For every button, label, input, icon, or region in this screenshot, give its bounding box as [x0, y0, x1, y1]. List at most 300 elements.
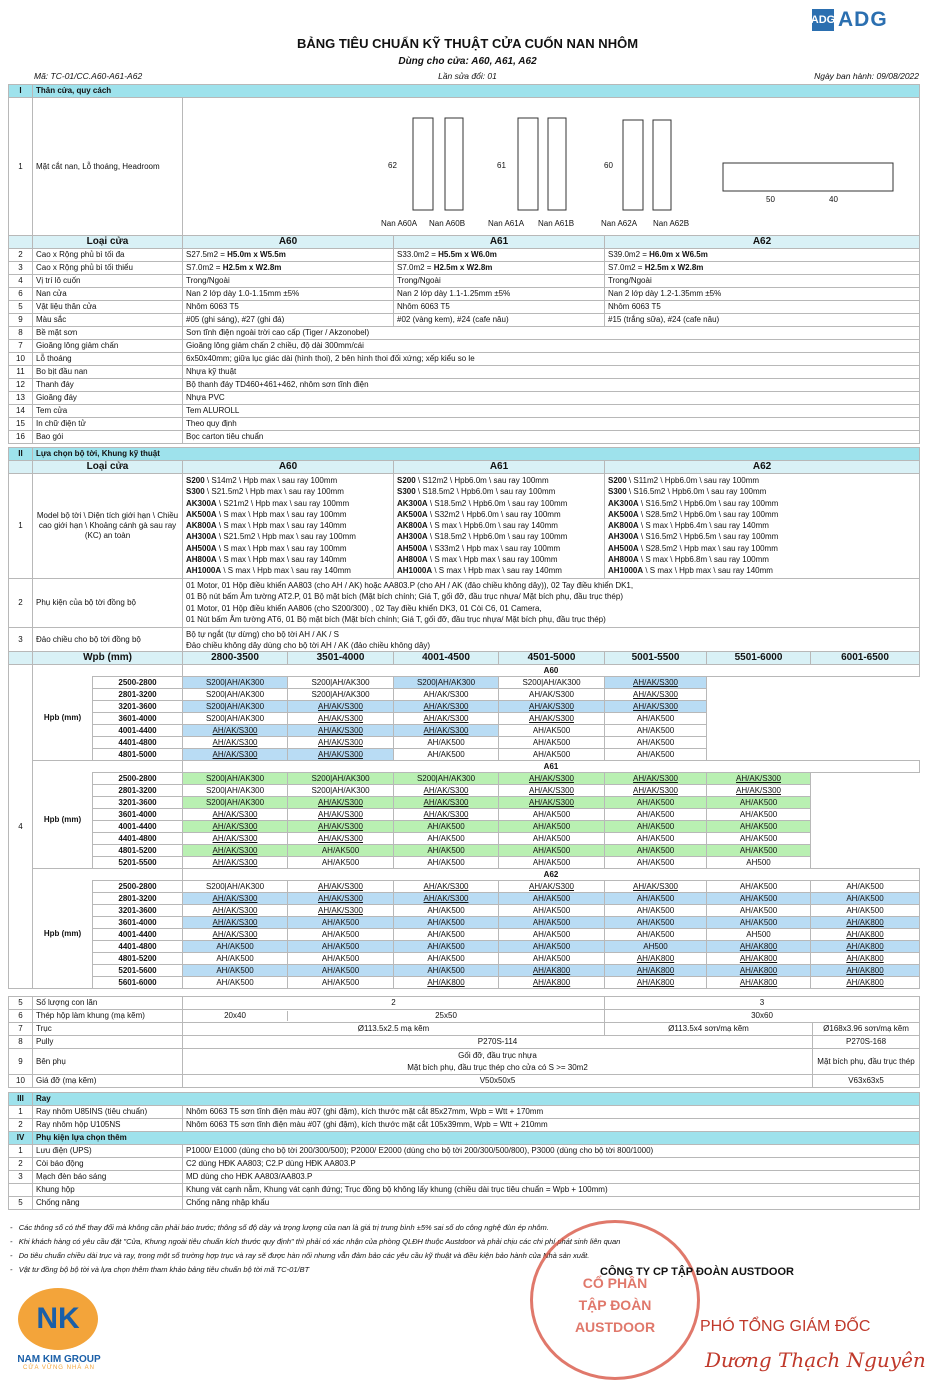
grid-cell: AH/AK/S300 [394, 725, 499, 737]
spec-value: S7.0m2 = H2.5m x W2.8m [605, 262, 920, 275]
grid-cell: AH/AK500 [288, 965, 394, 977]
hpb-range: 4801-5200 [93, 845, 183, 857]
profile-drawings-svg [183, 98, 918, 232]
grid-cell: AH/AK/S300 [499, 785, 605, 797]
grid-cell: AH/AK800 [605, 953, 707, 965]
adg-logo [812, 8, 888, 32]
spec-row: 15 In chữ điện tử Theo quy định [9, 418, 920, 431]
spec-row: 8 Bề mặt sơn Sơn tĩnh điện ngoài trời cao cấp (Tiger / Akzonobel) [9, 327, 920, 340]
winch-item: AH300A \ S16.5m2 \ Hpb6.5m \ sau ray 100mm [608, 532, 779, 542]
grid-row [9, 977, 920, 989]
grid-cell: AH/AK/S300 [183, 833, 288, 845]
grid-cell: AH/AK500 [811, 893, 920, 905]
winch-item: AK800A \ S max \ Hpb6.0m \ sau ray 140mm [397, 521, 558, 531]
grid-cell: AH/AK500 [394, 953, 499, 965]
grid-cell: AH/AK500 [394, 917, 499, 929]
spec-value: Nhựa PVC [183, 392, 920, 405]
section-1-table: I Thân cửa, quy cách 1 Mặt cắt nan, Lỗ thoáng, Headroom 62 61 60 50 40 Nan A60A Nan A60B Nan A61A Nan A61B Nan A62A Nan A62B Loại cửa A60 A61 A62 2 Cao x Rộng phủ bì tối đa S27.5m2 = H5.0m x W5.5m S33.0m2 = H5.5m x W6.0m S39.0m2 = H6.0m x W6.5m 3 Cao x Rộng phủ bì tối thiểu S7.0m2 = H2.5m x W2.8m S7.0m2 = H2.5m x W2.8m S7.0m2 = H2.5m x W2.8m 4 Vị trí lô cuốn Trong/Ngoài Trong/Ngoài Trong/Ngoài 6 Nan cửa Nan 2 lớp dày 1.0-1.15mm ±5% Nan 2 lớp dày 1.1-1.25mm ±5% Nan 2 lớp dày 1.2-1.35mm ±5% 5 Vật liệu thân cửa Nhôm 6063 T5 Nhôm 6063 T5 Nhôm 6063 T5 9 Màu sắc #05 (ghi sáng), #27 (ghi đá) #02 (vàng kem), #24 (cafe nâu) #15 (trắng sữa), #24 (cafe nâu) 8 Bề mặt sơn Sơn tĩnh điện ngoài trời cao cấp (Tiger / Akzonobel) 7 Gioăng lông giảm chấn Gioăng lông giảm chấn 2 chiều, độ dài 300mm/cái 10 Lỗ thoáng 6x50x40mm; giữa lục giác dài (hình thoi), 2 bên hình thoi đối xứng; xếp kiểu so le 11 Bo bịt đầu nan Nhựa kỹ thuật 12 Thanh đáy Bộ thanh đáy TD460+461+462, nhôm sơn tĩnh điện 13 Gioăng đáy Nhựa PVC 14 Tem cửa Tem ALUROLL 15 In chữ điện tử Theo quy định 16 Bao gói Bọc carton tiêu chuẩn [8, 84, 920, 444]
spec-value: S33.0m2 = H5.5m x W6.0m [394, 249, 605, 262]
row-label: Cao x Rộng phủ bì tối thiểu [33, 262, 183, 275]
profile-drawings [183, 98, 920, 236]
spec-row: 6 Nan cửa Nan 2 lớp dày 1.0-1.15mm ±5% Nan 2 lớp dày 1.1-1.25mm ±5% Nan 2 lớp dày 1.2-1.35mm ±5% [9, 288, 920, 301]
grid-cell: AH/AK500 [288, 941, 394, 953]
col-header: Loại cửa [33, 236, 183, 249]
winch-item: AK300A \ S21m2 \ Hpb max \ sau ray 100mm [186, 498, 350, 508]
col-header: Loại cửa [33, 461, 183, 474]
hpb-range: 5601-6000 [93, 977, 183, 989]
spec-value: MD dùng cho HĐK AA803/AA803.P [183, 1171, 920, 1184]
page-title: BẢNG TIÊU CHUẨN KỸ THUẬT CỬA CUỐN NAN NHÔM [296, 36, 639, 51]
section-3-4-table: III Ray 1 Ray nhôm U85INS (tiêu chuẩn) Nhôm 6063 T5 sơn tĩnh điện màu #07 (ghi đậm), kích thước mặt cắt 85x27mm, Wpb = Wtt + 170mm 2 Ray nhôm hộp U105NS Nhôm 6063 T5 sơn tĩnh điện màu #07 (ghi đậm), kích thước mặt cắt 105x39mm, Wpb = Wtt + 210mm IV Phụ kiện lựa chọn thêm 1 Lưu điện (UPS) P1000/ E1000 (dùng cho bộ tời 200/300/500); P2000/ E2000 (dùng cho bộ tời 200/300/500/800), P3000 (dùng cho bộ tời 800/1000) 2 Còi báo động C2 dùng HĐK AA803; C2.P dùng HĐK AA803.P 3 Mạch đèn báo sáng MD dùng cho HĐK AA803/AA803.P Khung hộp Khung vát cạnh nẫm, Khung vát cạnh đứng; Trục đồng bộ không lấy khung (chiều dài trục tiêu chuẩn = Wpb + 100mm) 5 Chống nâng Chống nâng nhập khẩu [8, 1092, 920, 1210]
hpb-range: 2801-3200 [93, 893, 183, 905]
grid-cell: S200|AH/AK300 [288, 785, 394, 797]
hpb-range: 2500-2800 [93, 677, 183, 689]
spec-value: Bộ thanh đáy TD460+461+462, nhôm sơn tĩnh điện [183, 379, 920, 392]
model-header: A61 [394, 461, 605, 474]
grid-cell: AH/AK500 [811, 905, 920, 917]
nk-tagline: CỬA VỮNG NHÀ AN [23, 1365, 95, 1371]
winch-item: AH800A \ S max \ Hpb max \ sau ray 100mm [397, 555, 558, 565]
grid-cell: AH/AK500 [394, 821, 499, 833]
grid-row: Hpb (mm) 2500-2800 S200|AH/AK300 S200|AH/AK300 S200|AH/AK300 S200|AH/AK300 AH/AK/S300 [9, 677, 920, 689]
spec-value: Nan 2 lớp dày 1.1-1.25mm ±5% [394, 288, 605, 301]
grid-cell: AH/AK500 [394, 929, 499, 941]
winch-item: S200 \ S12m2 \ Hpb6.0m \ sau ray 100mm [397, 476, 549, 485]
adg-logo-text: ADG [838, 8, 888, 31]
grid-cell: AH/AK500 [707, 821, 811, 833]
wpb-range: 4001-4500 [394, 652, 499, 665]
grid-cell: AH/AK800 [605, 965, 707, 977]
grid-cell: AH/AK800 [605, 977, 707, 989]
grid-cell: AH/AK500 [394, 941, 499, 953]
spec-value: Sơn tĩnh điện ngoài trời cao cấp (Tiger / Akzonobel) [183, 327, 920, 340]
frame-table: 5 Số lượng con lăn 2 3 6 Thép hộp làm khung (mạ kẽm) 20x40 25x50 30x60 7 Trục Ø113.5x2.5 mạ kẽm Ø113.5x4 sơn/mạ kẽm Ø168x3.96 sơn/mạ kẽm 8 Pully P270S-114 P270S-168 9 Bên phụ Gối đỡ, đầu trục nhựa Mặt bích phụ, đầu trục thép cho cửa có S >= 30m2 Mặt bích phụ, đầu trục thép 10 Giá đỡ (mạ kẽm) V50x50x5 V63x63x5 [8, 996, 920, 1088]
grid-row [9, 749, 920, 761]
row-label: Bên phụ [33, 1049, 183, 1075]
grid-cell: AH/AK500 [707, 809, 811, 821]
section-num: I [9, 85, 33, 98]
grid-cell: AH/AK/S300 [605, 785, 707, 797]
spec-value: #15 (trắng sữa), #24 (cafe nâu) [605, 314, 920, 327]
row-label: Thép hộp làm khung (mạ kẽm) [33, 1010, 183, 1023]
grid-cell: AH/AK500 [499, 905, 605, 917]
hpb-range: 3601-4000 [93, 917, 183, 929]
grid-cell: AH/AK500 [394, 965, 499, 977]
spec-value: Nhựa kỹ thuật [183, 366, 920, 379]
winch-item: S300 \ S21.5m2 \ Hpb max \ sau ray 100mm [186, 487, 344, 497]
grid-cell: AH500 [605, 941, 707, 953]
wpb-label: Wpb (mm) [33, 652, 183, 665]
row-label: Gioăng đáy [33, 392, 183, 405]
grid-cell: AH/AK500 [183, 941, 288, 953]
section-title: Thân cửa, quy cách [33, 85, 920, 98]
grid-cell: AH/AK500 [707, 917, 811, 929]
grid-cell: AH/AK800 [499, 965, 605, 977]
row-label: In chữ điện tử [33, 418, 183, 431]
spec-row: 9 Màu sắc #05 (ghi sáng), #27 (ghi đá) #02 (vàng kem), #24 (cafe nâu) #15 (trắng sữa), #24 (cafe nâu) [9, 314, 920, 327]
grid-cell: AH/AK/S300 [394, 893, 499, 905]
winch-item: AK500A \ S32m2 \ Hpb6.0m \ sau ray 100mm [397, 509, 561, 519]
grid-cell: AH/AK500 [707, 905, 811, 917]
winch-item: S300 \ S18.5m2 \ Hpb6.0m \ sau ray 100mm [397, 487, 556, 497]
grid-cell: AH/AK/S300 [288, 893, 394, 905]
grid-row: Hpb (mm) 2500-2800 S200|AH/AK300 S200|AH/AK300 S200|AH/AK300 AH/AK/S300 AH/AK/S300 AH/AK/S300 [9, 773, 920, 785]
hpb-range: 5201-5500 [93, 857, 183, 869]
grid-cell: AH/AK500 [394, 845, 499, 857]
spec-row: 2 Cao x Rộng phủ bì tối đa S27.5m2 = H5.0m x W5.5m S33.0m2 = H5.5m x W6.0m S39.0m2 = H6.0m x W6.5m [9, 249, 920, 262]
grid-cell: AH/AK/S300 [288, 797, 394, 809]
spec-value: S39.0m2 = H6.0m x W6.5m [605, 249, 920, 262]
spec-row: 10 Lỗ thoáng 6x50x40mm; giữa lục giác dài (hình thoi), 2 bên hình thoi đối xứng; xếp kiểu so le [9, 353, 920, 366]
grid-cell: AH/AK/S300 [499, 773, 605, 785]
grid-cell: AH/AK500 [394, 737, 499, 749]
grid-row [9, 689, 920, 701]
grid-cell: S200|AH/AK300 [183, 773, 288, 785]
grid-cell: AH/AK/S300 [605, 677, 707, 689]
spec-value: #05 (ghi sáng), #27 (ghi đá) [183, 314, 394, 327]
grid-cell: AH/AK/S300 [183, 749, 288, 761]
grid-cell: S200|AH/AK300 [183, 677, 288, 689]
grid-cell: AH/AK500 [605, 749, 707, 761]
grid-cell: AH/AK/S300 [288, 713, 394, 725]
grid-cell: AH/AK500 [811, 881, 920, 893]
signer-role: PHÓ TỔNG GIÁM ĐỐC [700, 1318, 871, 1335]
row-label: Màu sắc [33, 314, 183, 327]
dim-label: 61 [497, 161, 506, 170]
spec-row: 12 Thanh đáy Bộ thanh đáy TD460+461+462, nhôm sơn tĩnh điện [9, 379, 920, 392]
row-label: Mạch đèn báo sáng [33, 1171, 183, 1184]
grid-cell: AH/AK500 [605, 821, 707, 833]
grid-cell: S200|AH/AK300 [183, 701, 288, 713]
grid-row [9, 845, 920, 857]
grid-cell: AH/AK/S300 [394, 809, 499, 821]
model-name: A62 [183, 869, 920, 881]
grid-cell: AH/AK800 [811, 977, 920, 989]
signer-name: Dương Thạch Nguyên [705, 1348, 926, 1372]
row-label: Mặt cắt nan, Lỗ thoáng, Headroom [33, 98, 183, 236]
nam-kim-logo [4, 1288, 114, 1383]
page-subtitle: Dùng cho cửa: A60, A61, A62 [398, 56, 537, 67]
spec-value: Chống nâng nhập khẩu [183, 1197, 920, 1210]
notes: - Các thông số có thể thay đổi mà không cần phải báo trước; thông số độ dày và trọng lượng của nan là giá trị trung bình ±5% sai số do công nghệ đùn ép nhôm. - Khi khách hàng có yêu cầu đặt "Cửa, Khung ngoài tiêu chuẩn kích thước quy định" thì phải có xác nhận của phòng QLĐH thuộc Austdoor và phải chịu các chi phí phát sinh liên quan - Do tiêu chuẩn chiều dài trục và ray, trong một số trường hợp trục và ray sẽ được hàn nối nhưng vẫn đảm bảo các yêu cầu kỹ thuật và điều kiện bảo hành của Nhà sản xuất. - Vật tư đồng bộ bộ tời và lựa chọn thêm tham khảo bảng tiêu chuẩn bộ tời mã TC-01/BT [10, 1223, 621, 1274]
grid-row [9, 737, 920, 749]
row-label: Phụ kiện của bộ tời đồng bộ [33, 578, 183, 627]
grid-cell: AH/AK800 [811, 929, 920, 941]
grid-cell: S200|AH/AK300 [288, 677, 394, 689]
grid-cell: AH/AK500 [707, 893, 811, 905]
grid-cell: AH/AK/S300 [288, 701, 394, 713]
nk-logo-mark: NK [18, 1288, 98, 1350]
hpb-range: 2500-2800 [93, 773, 183, 785]
grid-row [9, 953, 920, 965]
winch-item: AK500A \ S28.5m2 \ Hpb6.0m \ sau ray 100mm [608, 509, 779, 519]
grid-cell: AH/AK500 [183, 965, 288, 977]
spec-value: Trong/Ngoài [605, 275, 920, 288]
grid-row [9, 713, 920, 725]
winch-list-a62 [605, 474, 920, 579]
winch-item: AK500A \ S max \ Hpb max \ sau ray 100mm [186, 509, 347, 519]
grid-cell: AH/AK500 [183, 977, 288, 989]
grid-cell: AH/AK500 [499, 941, 605, 953]
spec-value: S7.0m2 = H2.5m x W2.8m [183, 262, 394, 275]
hpb-range: 2801-3200 [93, 785, 183, 797]
accessory-text: 01 Motor, 01 Hộp điều khiển AA803 (cho AH / AK) hoặc AA803.P (cho AH / AK (đảo chiều không dây)), 02 Tay điều khiển DK1, 01 Bộ nút bấm Âm tường AT2.P, 01 Bộ mặt bích (Mặt bích chính; Giá T, gối đỡ, đầu trục nhựa/ Mặt bích phụ, đầu trục thép) 01 Motor, 01 Hộp điều khiển AA806 (cho S200/300) , 02 Tay điều khiển DK3, 01 Còi C6, 01 Camera, 01 Nút bấm Âm tường AT6, 01 Bộ mặt bích (Mặt bích chính; Giá T, gối đỡ, đầu trục nhựa/ Mặt bích phụ, đầu trục thép) [183, 578, 920, 627]
wpb-range: 3501-4000 [288, 652, 394, 665]
hpb-range: 4401-4800 [93, 833, 183, 845]
grid-cell: AH/AK800 [707, 941, 811, 953]
grid-cell: AH/AK/S300 [183, 821, 288, 833]
winch-item: AH300A \ S18.5m2 \ Hpb6.0m \ sau ray 100mm [397, 532, 568, 542]
grid-cell: AH/AK800 [499, 977, 605, 989]
grid-cell: AH/AK500 [605, 893, 707, 905]
row-label: Nan cửa [33, 288, 183, 301]
grid-cell: AH/AK500 [288, 977, 394, 989]
grid-cell: AH/AK/S300 [394, 689, 499, 701]
profile-label: Nan A60B [429, 219, 466, 228]
grid-cell: AH/AK800 [811, 941, 920, 953]
spec-value: Theo quy định [183, 418, 920, 431]
grid-cell: AH/AK500 [605, 833, 707, 845]
hpb-range: 5201-5600 [93, 965, 183, 977]
grid-cell: AH/AK500 [288, 917, 394, 929]
grid-cell: AH/AK/S300 [183, 737, 288, 749]
profile-label: Nan A60A [381, 219, 418, 228]
dim-label: 60 [604, 161, 613, 170]
spec-value: S7.0m2 = H2.5m x W2.8m [394, 262, 605, 275]
grid-cell: S200|AH/AK300 [288, 689, 394, 701]
grid-cell: AH/AK/S300 [605, 773, 707, 785]
grid-cell: AH500 [707, 857, 811, 869]
grid-cell: AH/AK500 [288, 857, 394, 869]
row-label: Bề mặt sơn [33, 327, 183, 340]
spec-value: P1000/ E1000 (dùng cho bộ tời 200/300/500); P2000/ E2000 (dùng cho bộ tời 200/300/500/800), P3000 (dùng cho bộ tời 800/1000) [183, 1145, 920, 1158]
grid-cell: AH/AK500 [707, 881, 811, 893]
row-label: Pully [33, 1036, 183, 1049]
grid-cell: AH/AK500 [394, 833, 499, 845]
grid-cell: AH/AK500 [499, 737, 605, 749]
winch-item: S200 \ S14m2 \ Hpb max \ sau ray 100mm [186, 476, 338, 485]
spec-row: 7 Gioăng lông giảm chấn Gioăng lông giảm chấn 2 chiều, độ dài 300mm/cái [9, 340, 920, 353]
model-header: A60 [183, 461, 394, 474]
spec-row: 3 Mạch đèn báo sáng MD dùng cho HĐK AA803/AA803.P [9, 1171, 920, 1184]
grid-row [9, 905, 920, 917]
dim-label: 40 [829, 195, 838, 204]
spec-row: 13 Gioăng đáy Nhựa PVC [9, 392, 920, 405]
grid-cell: AH/AK/S300 [605, 881, 707, 893]
grid-cell: AH/AK500 [499, 893, 605, 905]
grid-cell: AH/AK500 [605, 737, 707, 749]
winch-selection-grid: Wpb (mm) 2800-3500 3501-4000 4001-4500 4501-5000 5001-5500 5501-6000 6001-6500 4 A60 Hpb (mm) 2500-2800 S200|AH/AK300 S200|AH/AK300 S200|AH/AK300 S200|AH/AK300 AH/AK/S300 2801-3200 S200|AH/AK300 S200|AH/AK300 AH/AK/S300 AH/AK/S300 AH/AK/S300 3201-3600 S200|AH/AK300 AH/AK/S300 AH/AK/S300 AH/AK/S300 AH/AK/S300 3601-4000 S200|AH/AK300 AH/AK/S300 AH/AK/S300 AH/AK/S300 AH/AK500 4001-4400 AH/AK/S300 AH/AK/S300 AH/AK/S300 AH/AK500 AH/AK500 4401-4800 AH/AK/S300 AH/AK/S300 AH/AK500 AH/AK500 AH/AK500 4801-5000 AH/AK/S300 AH/AK/S300 AH/AK500 AH/AK500 AH/AK500 A61 Hpb (mm) 2500-2800 S200|AH/AK300 S200|AH/AK300 S200|AH/AK300 AH/AK/S300 AH/AK/S300 AH/AK/S300 2801-3200 S200|AH/AK300 S200|AH/AK300 AH/AK/S300 AH/AK/S300 AH/AK/S300 AH/AK/S300 3201-3600 S200|AH/AK300 AH/AK/S300 AH/AK/S300 AH/AK/S300 AH/AK500 AH/AK500 3601-4000 AH/AK/S300 AH/AK/S300 AH/AK/S300 AH/AK500 AH/AK500 AH/AK500 4001-4400 AH/AK/S300 AH/AK/S300 AH/AK500 AH/AK500 AH/AK500 AH/AK500 4401-4800 AH/AK/S300 AH/AK/S300 AH/AK500 AH/AK500 AH/AK500 AH/AK500 4801-5200 AH/AK/S300 AH/AK500 AH/AK500 AH/AK500 AH/AK500 AH/AK500 5201-5500 AH/AK/S300 AH/AK500 AH/AK500 AH/AK500 AH/AK500 AH500 A62 Hpb (mm) 2500-2800 S200|AH/AK300 AH/AK/S300 AH/AK/S300 AH/AK/S300 AH/AK/S300 AH/AK500 AH/AK500 2801-3200 AH/AK/S300 AH/AK/S300 AH/AK/S300 AH/AK500 AH/AK500 AH/AK500 AH/AK500 3201-3600 AH/AK/S300 AH/AK/S300 AH/AK500 AH/AK500 AH/AK500 AH/AK500 AH/AK500 3601-4000 AH/AK/S300 AH/AK500 AH/AK500 AH/AK500 AH/AK500 AH/AK500 AH/AK800 4001-4400 AH/AK/S300 AH/AK500 AH/AK500 AH/AK500 AH/AK500 AH500 AH/AK800 4401-4800 AH/AK500 AH/AK500 AH/AK500 AH/AK500 AH500 AH/AK800 AH/AK800 4801-5200 AH/AK500 AH/AK500 AH/AK500 AH/AK500 AH/AK800 AH/AK800 AH/AK800 5201-5600 AH/AK500 AH/AK500 AH/AK500 AH/AK800 AH/AK800 AH/AK800 AH/AK800 5601-6000 AH/AK500 AH/AK500 AH/AK800 AH/AK800 AH/AK800 AH/AK800 AH/AK800 [8, 651, 920, 989]
spec-row: 3 Cao x Rộng phủ bì tối thiểu S7.0m2 = H2.5m x W2.8m S7.0m2 = H2.5m x W2.8m S7.0m2 = H2.5m x W2.8m [9, 262, 920, 275]
reverse-text: Bộ tự ngắt (tự dừng) cho bộ tời AH / AK / S Đảo chiều không dây dùng cho bộ tời AH / AK (đảo chiều không dây) [183, 627, 920, 653]
model-header: A60 [183, 236, 394, 249]
spec-row: 16 Bao gói Bọc carton tiêu chuẩn [9, 431, 920, 444]
grid-cell: AH/AK/S300 [183, 905, 288, 917]
hpb-range: 4001-4400 [93, 725, 183, 737]
model-name: A61 [183, 761, 920, 773]
winch-item: AK800A \ S max \ Hpb6.4m \ sau ray 140mm [608, 521, 769, 531]
grid-cell: AH/AK/S300 [183, 917, 288, 929]
grid-cell: AH/AK500 [394, 857, 499, 869]
spec-value: Nhôm 6063 T5 sơn tĩnh điện màu #07 (ghi đậm), kích thước mặt cắt 105x39mm, Wpb = Wtt + 210mm [183, 1119, 920, 1132]
grid-cell: AH/AK800 [811, 953, 920, 965]
profile-label: Nan A61A [488, 219, 525, 228]
winch-item: AH800A \ S max \ Hpb max \ sau ray 140mm [186, 555, 347, 565]
wpb-range: 4501-5000 [499, 652, 605, 665]
row-label: Ray nhôm U85INS (tiêu chuẩn) [33, 1106, 183, 1119]
grid-cell: AH/AK500 [499, 809, 605, 821]
winch-item: AH500A \ S33m2 \ Hpb max \ sau ray 100mm [397, 543, 561, 553]
row-label: Trục [33, 1023, 183, 1036]
grid-cell: AH/AK/S300 [288, 821, 394, 833]
grid-row [9, 965, 920, 977]
grid-cell: AH/AK/S300 [394, 785, 499, 797]
winch-item: AH1000A \ S max \ Hpb max \ sau ray 140mm [608, 566, 773, 576]
section-title: Ray [33, 1093, 920, 1106]
grid-cell: AH/AK500 [707, 833, 811, 845]
grid-row: Hpb (mm) 2500-2800 S200|AH/AK300 AH/AK/S300 AH/AK/S300 AH/AK/S300 AH/AK/S300 AH/AK500 AH/AK500 [9, 881, 920, 893]
wpb-range: 6001-6500 [811, 652, 920, 665]
dim-label: 50 [766, 195, 775, 204]
grid-cell: AH/AK500 [605, 917, 707, 929]
hpb-range: 3201-3600 [93, 797, 183, 809]
profile-label: Nan A61B [538, 219, 575, 228]
grid-cell: AH/AK/S300 [707, 785, 811, 797]
grid-cell: AH/AK500 [499, 929, 605, 941]
spec-row: 11 Bo bịt đầu nan Nhựa kỹ thuật [9, 366, 920, 379]
winch-item: S300 \ S16.5m2 \ Hpb6.0m \ sau ray 100mm [608, 487, 767, 497]
spec-row: 2 Ray nhôm hộp U105NS Nhôm 6063 T5 sơn tĩnh điện màu #07 (ghi đậm), kích thước mặt cắt 105x39mm, Wpb = Wtt + 210mm [9, 1119, 920, 1132]
spec-value: Nan 2 lớp dày 1.0-1.15mm ±5% [183, 288, 394, 301]
hpb-range: 4001-4400 [93, 821, 183, 833]
winch-item: AH1000A \ S max \ Hpb max \ sau ray 140mm [397, 566, 562, 576]
winch-item: S200 \ S11m2 \ Hpb6.0m \ sau ray 100mm [608, 476, 760, 485]
grid-cell: AH/AK800 [811, 917, 920, 929]
grid-cell: AH/AK/S300 [605, 701, 707, 713]
grid-cell: AH/AK/S300 [394, 701, 499, 713]
grid-cell: S200|AH/AK300 [183, 797, 288, 809]
row-label: Giá đỡ (mạ kẽm) [33, 1075, 183, 1088]
grid-cell: AH/AK500 [394, 905, 499, 917]
winch-item: AK300A \ S16.5m2 \ Hpb6.0m \ sau ray 100mm [608, 498, 779, 508]
grid-cell: AH/AK/S300 [183, 809, 288, 821]
grid-cell: AH/AK500 [605, 809, 707, 821]
grid-cell: S200|AH/AK300 [499, 677, 605, 689]
nk-name: NAM KIM GROUP [17, 1354, 101, 1365]
doc-revision: Lần sửa đổi: 01 [438, 71, 497, 81]
spec-row: 4 Vị trí lô cuốn Trong/Ngoài Trong/Ngoài Trong/Ngoài [9, 275, 920, 288]
row-label: Bo bịt đầu nan [33, 366, 183, 379]
grid-cell: AH/AK500 [605, 713, 707, 725]
hpb-range: 4801-5200 [93, 953, 183, 965]
grid-cell: AH/AK500 [288, 953, 394, 965]
hpb-range: 3201-3600 [93, 701, 183, 713]
grid-cell: AH/AK500 [605, 905, 707, 917]
grid-cell: AH/AK500 [707, 845, 811, 857]
grid-cell: AH/AK500 [605, 797, 707, 809]
grid-cell: AH/AK500 [499, 749, 605, 761]
winch-list-a60 [183, 474, 394, 579]
dim-label: 62 [388, 161, 397, 170]
grid-cell: S200|AH/AK300 [183, 785, 288, 797]
hpb-range: 3601-4000 [93, 809, 183, 821]
spec-row [9, 1184, 920, 1197]
grid-cell: AH/AK500 [499, 833, 605, 845]
grid-cell: AH/AK/S300 [605, 689, 707, 701]
row-label: Vị trí lô cuốn [33, 275, 183, 288]
row-label: Lưu điện (UPS) [33, 1145, 183, 1158]
grid-cell: S200|AH/AK300 [394, 677, 499, 689]
hpb-range: 2801-3200 [93, 689, 183, 701]
spec-row: 1 Lưu điện (UPS) P1000/ E1000 (dùng cho bộ tời 200/300/500); P2000/ E2000 (dùng cho bộ tời 200/300/500/800), P3000 (dùng cho bộ tời 800/1000) [9, 1145, 920, 1158]
winch-item: AH500A \ S max \ Hpb max \ sau ray 100mm [186, 543, 347, 553]
grid-cell: AH/AK800 [707, 977, 811, 989]
grid-cell: AH/AK800 [707, 953, 811, 965]
model-header: A61 [394, 236, 605, 249]
grid-cell: AH/AK/S300 [707, 773, 811, 785]
spec-row: 1 Ray nhôm U85INS (tiêu chuẩn) Nhôm 6063 T5 sơn tĩnh điện màu #07 (ghi đậm), kích thước mặt cắt 85x27mm, Wpb = Wtt + 170mm [9, 1106, 920, 1119]
grid-cell: AH/AK500 [605, 725, 707, 737]
spec-value: Nhôm 6063 T5 [605, 301, 920, 314]
wpb-range: 5501-6000 [707, 652, 811, 665]
spec-value: #02 (vàng kem), #24 (cafe nâu) [394, 314, 605, 327]
grid-row [9, 833, 920, 845]
spec-value: Nan 2 lớp dày 1.2-1.35mm ±5% [605, 288, 920, 301]
row-label: Gioăng lông giảm chấn [33, 340, 183, 353]
grid-row [9, 941, 920, 953]
grid-cell: AH/AK500 [499, 953, 605, 965]
row-label: Bao gói [33, 431, 183, 444]
grid-cell: AH/AK/S300 [288, 881, 394, 893]
model-name: A60 [183, 665, 920, 677]
grid-row [9, 701, 920, 713]
grid-row [9, 917, 920, 929]
section-title: Lựa chọn bộ tời, Khung kỹ thuật [33, 448, 920, 461]
grid-cell: AH/AK500 [183, 953, 288, 965]
doc-code: Mã: TC-01/CC.A60-A61-A62 [34, 71, 143, 81]
grid-row [9, 785, 920, 797]
grid-row [9, 929, 920, 941]
grid-cell: AH/AK/S300 [183, 857, 288, 869]
adg-logo-mark: ADG [812, 9, 834, 31]
grid-cell: AH/AK/S300 [288, 737, 394, 749]
winch-item: AH500A \ S28.5m2 \ Hpb max \ sau ray 100mm [608, 543, 778, 553]
grid-cell: AH/AK/S300 [394, 713, 499, 725]
grid-row [9, 821, 920, 833]
profile-label: Nan A62A [601, 219, 638, 228]
spec-value: Nhôm 6063 T5 sơn tĩnh điện màu #07 (ghi đậm), kích thước mặt cắt 85x27mm, Wpb = Wtt + 170mm [183, 1106, 920, 1119]
spec-value: 6x50x40mm; giữa lục giác dài (hình thoi), 2 bên hình thoi đối xứng; xếp kiểu so le [183, 353, 920, 366]
section-title: Phụ kiện lựa chọn thêm [33, 1132, 920, 1145]
grid-cell: AH/AK/S300 [394, 881, 499, 893]
hpb-range: 4401-4800 [93, 737, 183, 749]
grid-cell: AH/AK/S300 [288, 833, 394, 845]
spec-value: Tem ALUROLL [183, 405, 920, 418]
grid-row [9, 809, 920, 821]
spec-value: Khung vát cạnh nẫm, Khung vát cạnh đứng; Trục đồng bộ không lấy khung (chiều dài trục tiêu chuẩn = Wpb + 100mm) [183, 1184, 920, 1197]
grid-cell: AH/AK/S300 [499, 797, 605, 809]
grid-cell: AH/AK500 [499, 821, 605, 833]
wpb-range: 5001-5500 [605, 652, 707, 665]
spec-value: S27.5m2 = H5.0m x W5.5m [183, 249, 394, 262]
hpb-range: 3201-3600 [93, 905, 183, 917]
grid-row [9, 725, 920, 737]
row-label: Còi báo động [33, 1158, 183, 1171]
row-label: Số lượng con lăn [33, 997, 183, 1010]
row-label: Khung hộp [33, 1184, 183, 1197]
grid-cell: AH/AK500 [605, 857, 707, 869]
spec-value: Nhôm 6063 T5 [394, 301, 605, 314]
